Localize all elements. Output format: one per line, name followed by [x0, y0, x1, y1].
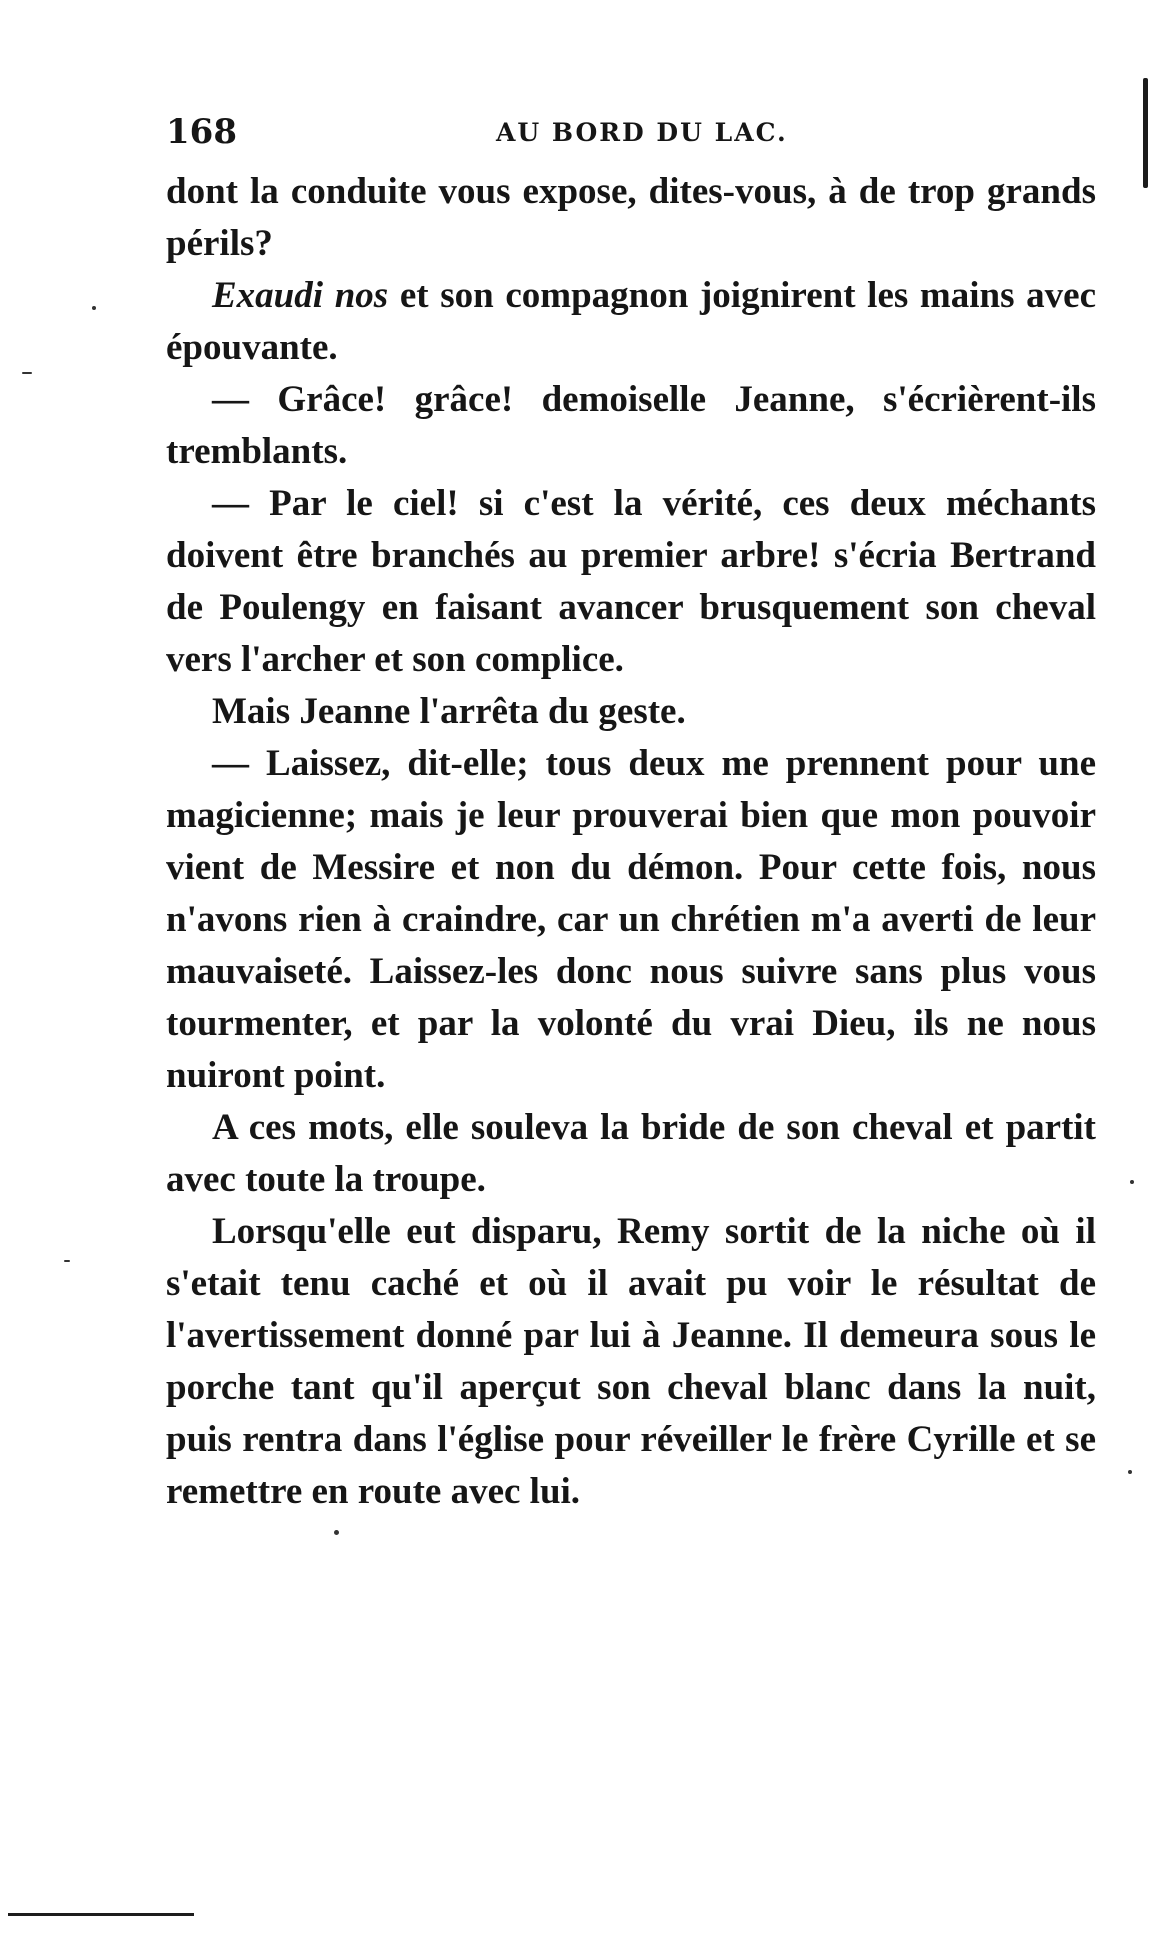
running-head: AU BORD DU LAC. — [496, 118, 788, 147]
paragraph-4 — [166, 478, 1096, 686]
paragraph-2-emphasis: Exaudi nos — [212, 275, 389, 316]
paragraph-8 — [166, 1206, 1096, 1518]
page-edge-mark — [1143, 78, 1148, 188]
print-speck — [22, 372, 32, 374]
paragraph-3-text: — Grâce! grâce! demoiselle Jeanne, s'écrièrent-ils tremblants. — [166, 379, 1096, 472]
paragraph-6-text: — Laissez, dit-elle; tous deux me prennent pour une magicienne; mais je leur prouverai bien que mon pouvoir vient de Messire et non du démon. Pour cette fois, nous n'avons rien à craindre, car un chrétien m'a averti de leur mauvaiseté. Laissez-les donc nous suivre sans plus vous tourmenter, et par la volonté du vrai Dieu, ils ne nous nuiront point. — [166, 743, 1096, 1096]
paragraph-4-text: — Par le ciel! si c'est la vérité, ces deux méchants doivent être branchés au premier arbre! s'écria Bertrand de Poulengy en faisant avancer brusquement son cheval vers l'archer et son complice. — [166, 483, 1096, 680]
print-speck — [64, 1260, 70, 1262]
paragraph-2 — [166, 270, 1096, 374]
page-number: 168 — [166, 112, 237, 152]
print-speck — [1128, 1470, 1132, 1474]
paragraph-2-text: et son compagnon joignirent les mains avec épouvante. — [166, 275, 1096, 368]
paragraph-7 — [166, 1102, 1096, 1206]
paragraph-8-text: Lorsqu'elle eut disparu, Remy sortit de la niche où il s'etait tenu caché et où il avait pu voir le résultat de l'avertissement donné par lui à Jeanne. Il demeura sous le porche tant qu'il aperçut son cheval blanc dans la nuit, puis rentra dans l'église pour réveiller le frère Cyrille et se remettre en route avec lui. — [166, 1211, 1096, 1512]
paragraph-7-text: A ces mots, elle souleva la bride de son cheval et partit avec toute la troupe. — [166, 1107, 1096, 1200]
body-text — [166, 166, 1096, 1518]
paragraph-1-text: dont la conduite vous expose, dites-vous, à de trop grands périls? — [166, 171, 1096, 264]
print-speck — [92, 306, 96, 310]
paragraph-3 — [166, 374, 1096, 478]
paragraph-6 — [166, 738, 1096, 1102]
paragraph-1 — [166, 166, 1096, 270]
paragraph-5-text: Mais Jeanne l'arrêta du geste. — [212, 691, 686, 732]
page-header — [166, 112, 846, 156]
paragraph-5 — [166, 686, 1096, 738]
print-speck — [1130, 1180, 1134, 1184]
print-speck — [334, 1530, 339, 1535]
bottom-rule — [8, 1913, 194, 1916]
